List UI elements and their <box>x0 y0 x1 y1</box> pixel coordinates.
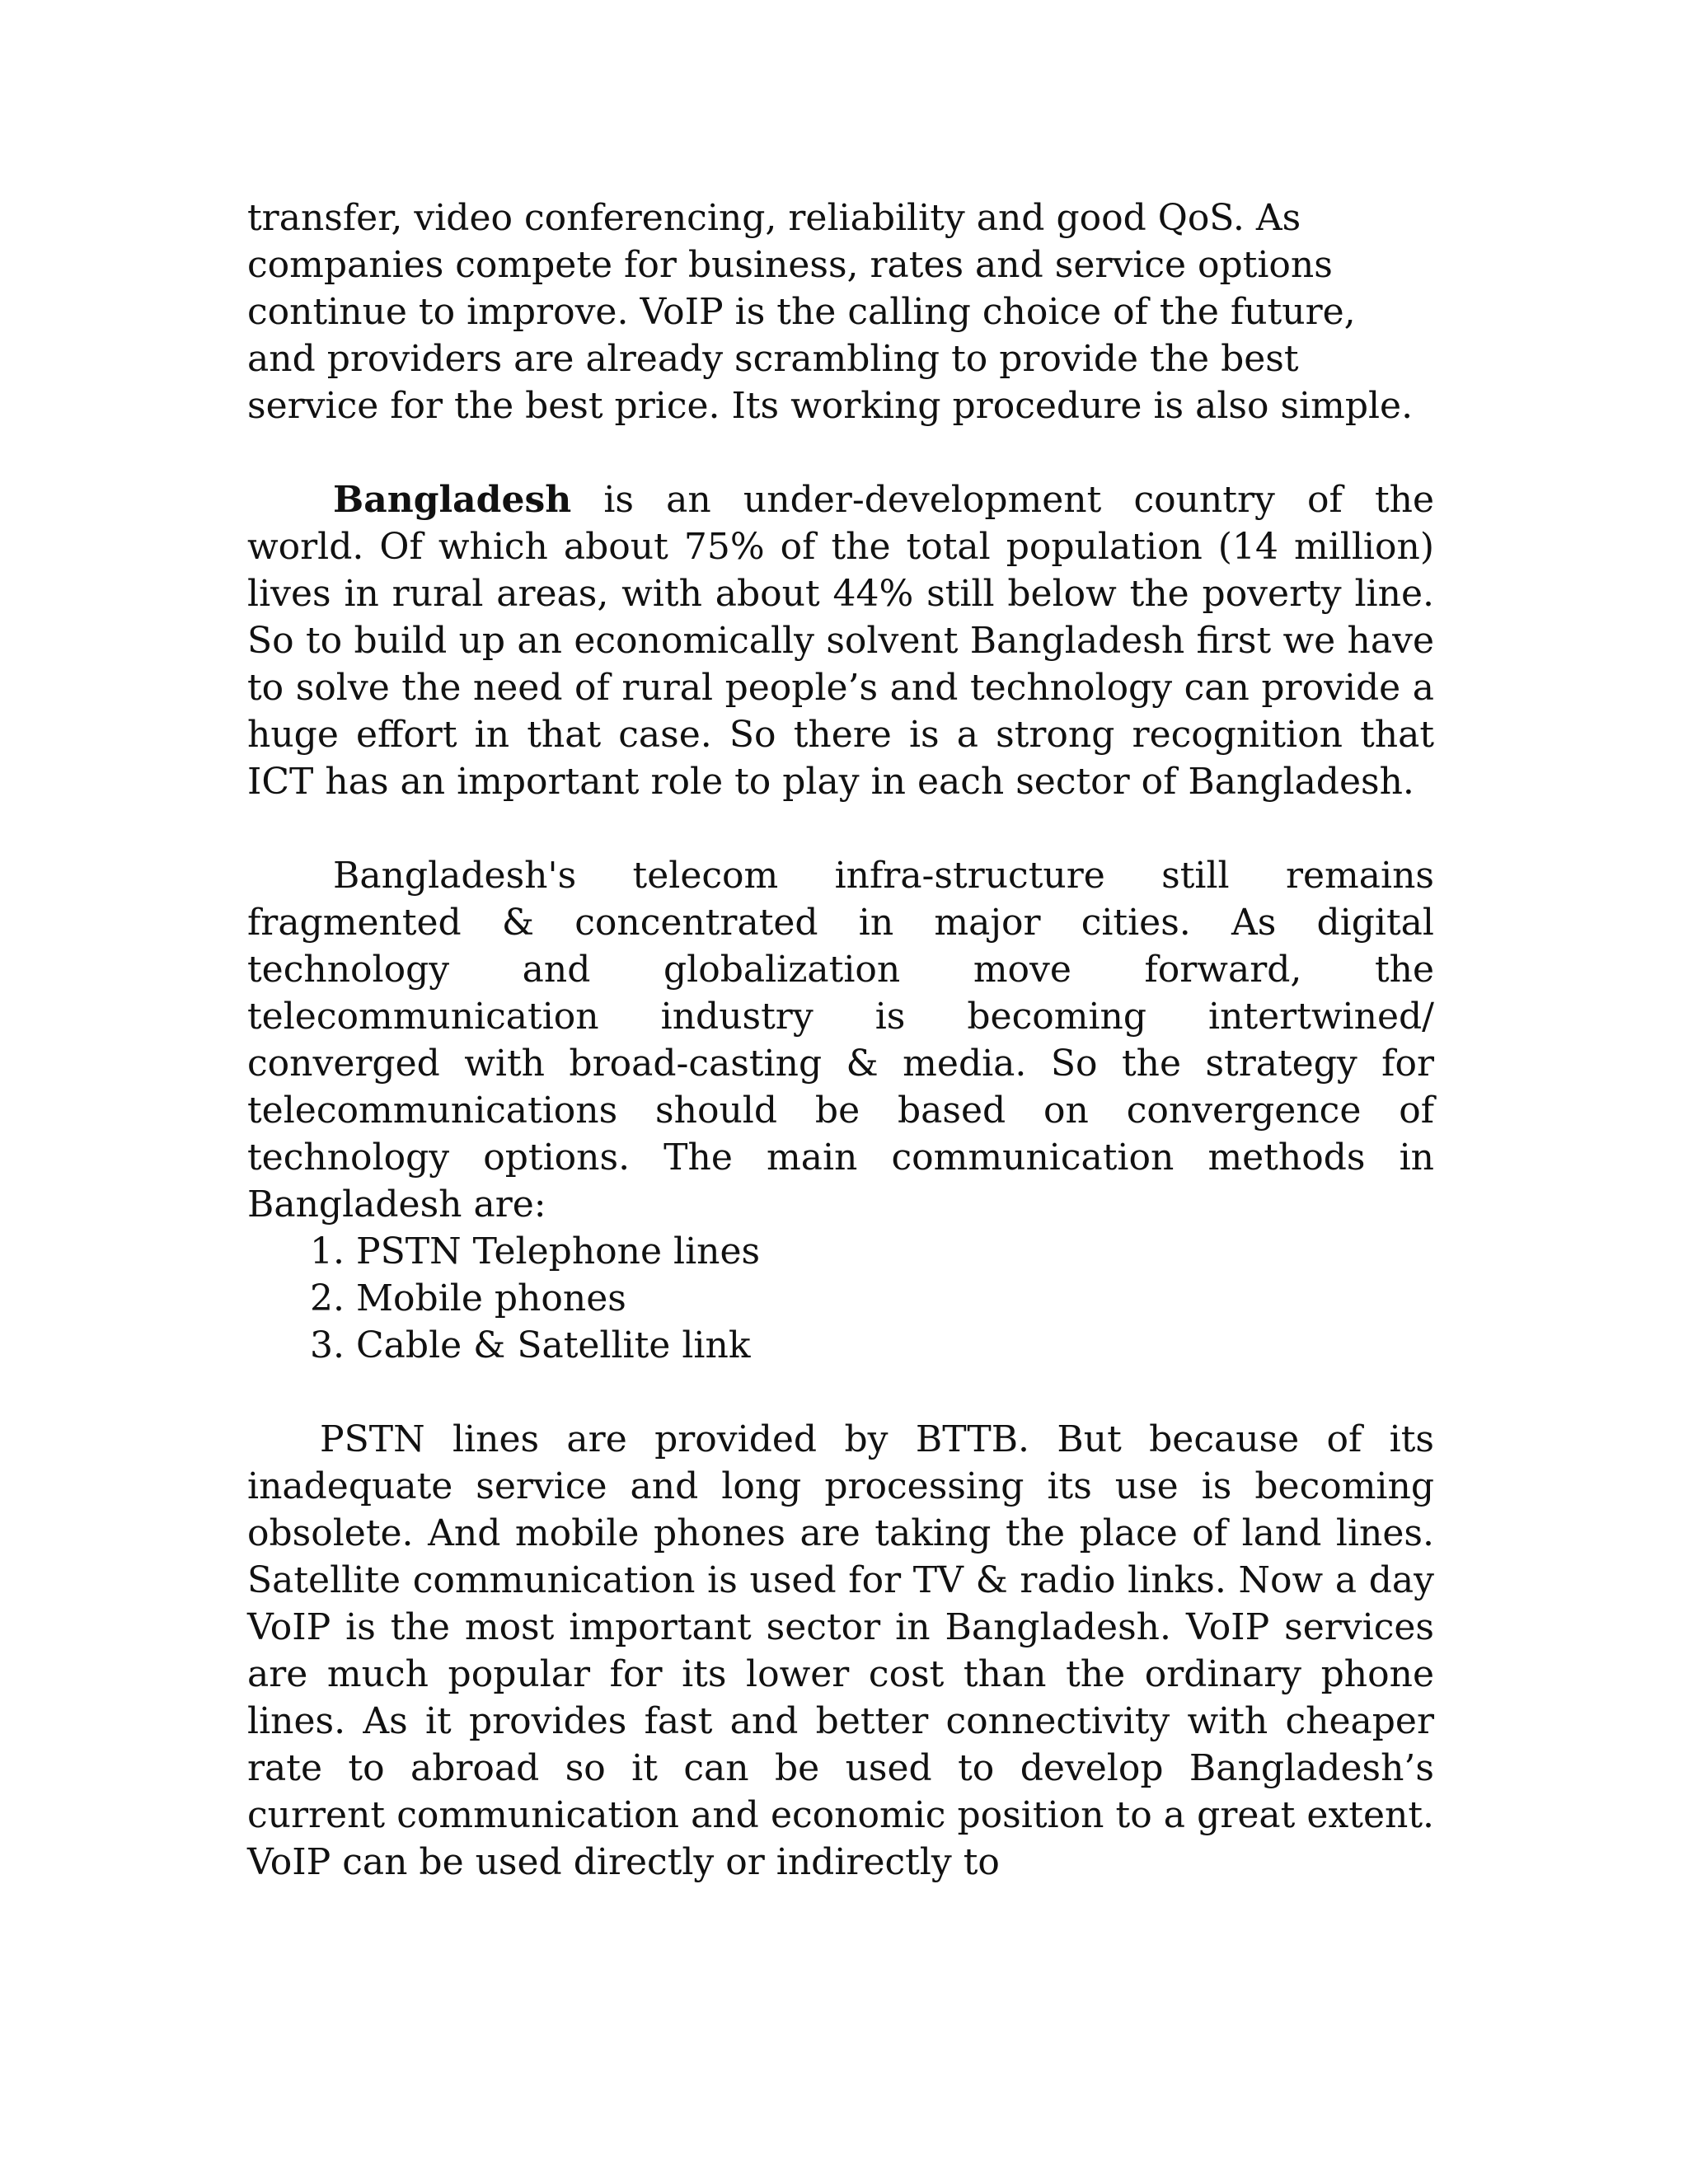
paragraph-bangladesh-overview <box>247 476 1434 805</box>
list-item-number: 1. <box>310 1230 345 1272</box>
paragraph-gap <box>247 1369 1434 1416</box>
list-item-number: 2. <box>310 1277 345 1319</box>
paragraph-gap <box>247 429 1434 476</box>
list-item-number: 3. <box>310 1324 345 1366</box>
communication-methods-list <box>247 1228 1434 1369</box>
paragraph-bangladesh-overview-text: is an under-development country of the world. Of which about 75% of the total population (14 million) lives in rural areas, with about 44% still below the poverty line. So to build up an economically solvent Bangladesh first we have to solve the need of rural people’s and technology can provide a huge effort in that case. So there is a strong recognition that ICT has an important role to play in each sector of Bangladesh. <box>247 479 1434 803</box>
paragraph-telecom-infrastructure: Bangladesh's telecom infra-structure still remains fragmented & concentrated in major cities. As digital technology and globalization move forward, the telecommunication industry is becoming intertwined/ converged with broad-casting & media. So the strategy for telecommunications should be based on convergence of technology options. The main communication methods in Bangladesh are: <box>247 855 1434 1226</box>
list-item <box>247 1275 1434 1322</box>
list-item-label: Cable & Satellite link <box>356 1324 751 1366</box>
list-item-label: Mobile phones <box>356 1277 626 1319</box>
list-item <box>247 1228 1434 1275</box>
paragraph-voip-intro: transfer, video conferencing, reliability and good QoS. As companies compete for business, rates and service options continue to improve. VoIP is the calling choice of the future, and providers are already scrambling to provide the best service for the best price. Its working procedure is also simple. <box>247 197 1414 427</box>
document-body <box>247 194 1434 1886</box>
paragraph-pstn-voip: PSTN lines are provided by BTTB. But because of its inadequate service and long processing its use is becoming obsolete. And mobile phones are taking the place of land lines. Satellite communication is used for TV & radio links. Now a day VoIP is the most important sector in Bangladesh. VoIP services are much popular for its lower cost than the ordinary phone lines. As it provides fast and better connectivity with cheaper rate to abroad so it can be used to develop Bangladesh’s current communication and economic position to a great extent. VoIP can be used directly or indirectly to <box>247 1418 1434 1883</box>
paragraph-gap <box>247 805 1434 852</box>
list-item <box>247 1322 1434 1369</box>
bold-lead-word: Bangladesh <box>333 479 572 521</box>
list-item-label: PSTN Telephone lines <box>356 1230 761 1272</box>
